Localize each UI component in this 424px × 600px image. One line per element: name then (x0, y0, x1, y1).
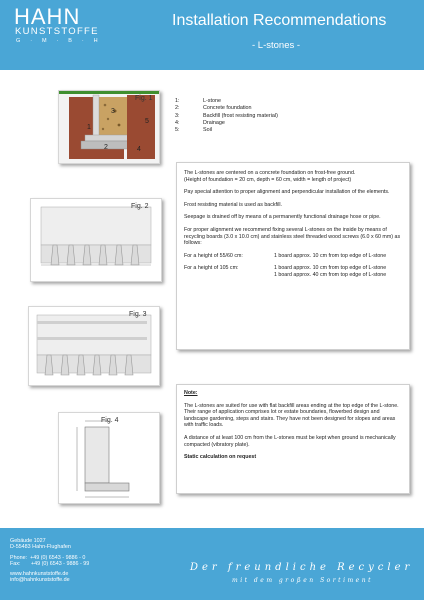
legend-row: 4: Drainage (175, 119, 225, 126)
note-static-calc: Static calculation on request (184, 454, 257, 461)
instructions-para: Frost resisting material is used as backfill. (184, 201, 283, 208)
figure-2 (30, 198, 162, 282)
figure-4 (58, 412, 160, 504)
instructions-para: For proper alignment we recommend fixing several L-stones on the inside by means of recycling boards (3.0 x 10.0 cm) and stainless steel threaded wood screws (6.0 x 60 mm) as follows: (184, 226, 401, 247)
callout-4: 4 (137, 146, 141, 153)
figure-1-label: Fig. 1 (135, 95, 153, 102)
note-para: The L-stones are suited for use with flat backfill areas ending at the top edge of the L-stone. Their range of application comprises lot or estate boundaries, flowerbed design and landscape gardening, steps and stairs. They have not been designed for slopes and areas with traffic loads. (184, 402, 399, 429)
legend-row: 1: L-stone (175, 98, 221, 104)
footer-bar (0, 528, 424, 600)
instructions-para: The L-stones are centered on a concrete foundation on frost-free ground. (Height of foundation = 20 cm, depth = 60 cm, width = length of project) (184, 170, 356, 183)
instructions-para: Pay special attention to proper alignment and perpendicular installation of the elements. (184, 189, 390, 196)
note-text (184, 390, 402, 467)
callout-2: 2 (104, 144, 108, 151)
callout-5: 5 (145, 118, 149, 125)
note-heading: Note: (184, 390, 198, 396)
footer-email-link[interactable]: info@hahnkunststoffe.de (10, 577, 70, 584)
logo-kunststoffe: KUNSTSTOFFE (15, 26, 99, 37)
figure-1 (58, 90, 160, 164)
footer-slogan-sub: mit dem großen Sortiment (232, 577, 374, 584)
footer-address: Gebäude 1027 D-55483 Hahn-Flughafen Phone: +49 (0) 6543 - 9886 - 0 Fax: +49 (0) 6543 - 9886 - 99 www.hahnkunststoffe.de info@hahnkunststoffe.de (10, 538, 90, 584)
legend-row: 2: Concrete foundation (175, 105, 252, 112)
instructions-text (184, 170, 402, 279)
figure-3-label: Fig. 3 (129, 311, 147, 318)
page-subtitle: - L-stones - (252, 40, 301, 51)
legend-row: 3: Backfill (frost resisting material) (175, 112, 278, 119)
figure-3 (28, 306, 160, 386)
legend-row: 5: Soil (175, 127, 212, 134)
figure-legend (175, 98, 278, 134)
figure-4-dimension-drawing (59, 413, 159, 503)
header-bar (0, 0, 424, 70)
footer-fax: Fax: +49 (0) 6543 - 9886 - 99 (10, 560, 90, 567)
logo-gmbh: G · M · B · H (16, 38, 102, 44)
callout-1: 1 (87, 124, 91, 131)
instructions-para: Seepage is drained off by means of a permanently functional drainage hose or pipe. (184, 214, 381, 221)
measure-row-55-60: For a height of 55/60 cm: 1 board approx. 10 cm from top edge of L-stone (184, 252, 387, 259)
callout-3: 3 (111, 108, 115, 115)
footer-website-link[interactable]: www.hahnkunststoffe.de (10, 571, 69, 578)
figure-4-label: Fig. 4 (101, 417, 119, 424)
logo-hahn: HAHN (14, 4, 81, 29)
measure-row-105: For a height of 105 cm: 1 board approx. 10 cm from top edge of L-stone 1 board approx. 40 cm from top edge of L-stone (184, 265, 387, 278)
footer-phone: Phone: +49 (0) 6543 - 9886 - 0 (10, 554, 86, 561)
figure-3-lstones-with-boards-image (29, 307, 159, 385)
page-title: Installation Recommendations (172, 12, 387, 29)
figure-2-lstones-image (31, 199, 161, 281)
figure-2-label: Fig. 2 (131, 203, 149, 210)
note-para: A distance of at least 100 cm from the L-stones must be kept when ground is mechanically compacted (vibratory plate). (184, 434, 396, 448)
footer-slogan: Der freundliche Recycler (190, 562, 414, 573)
